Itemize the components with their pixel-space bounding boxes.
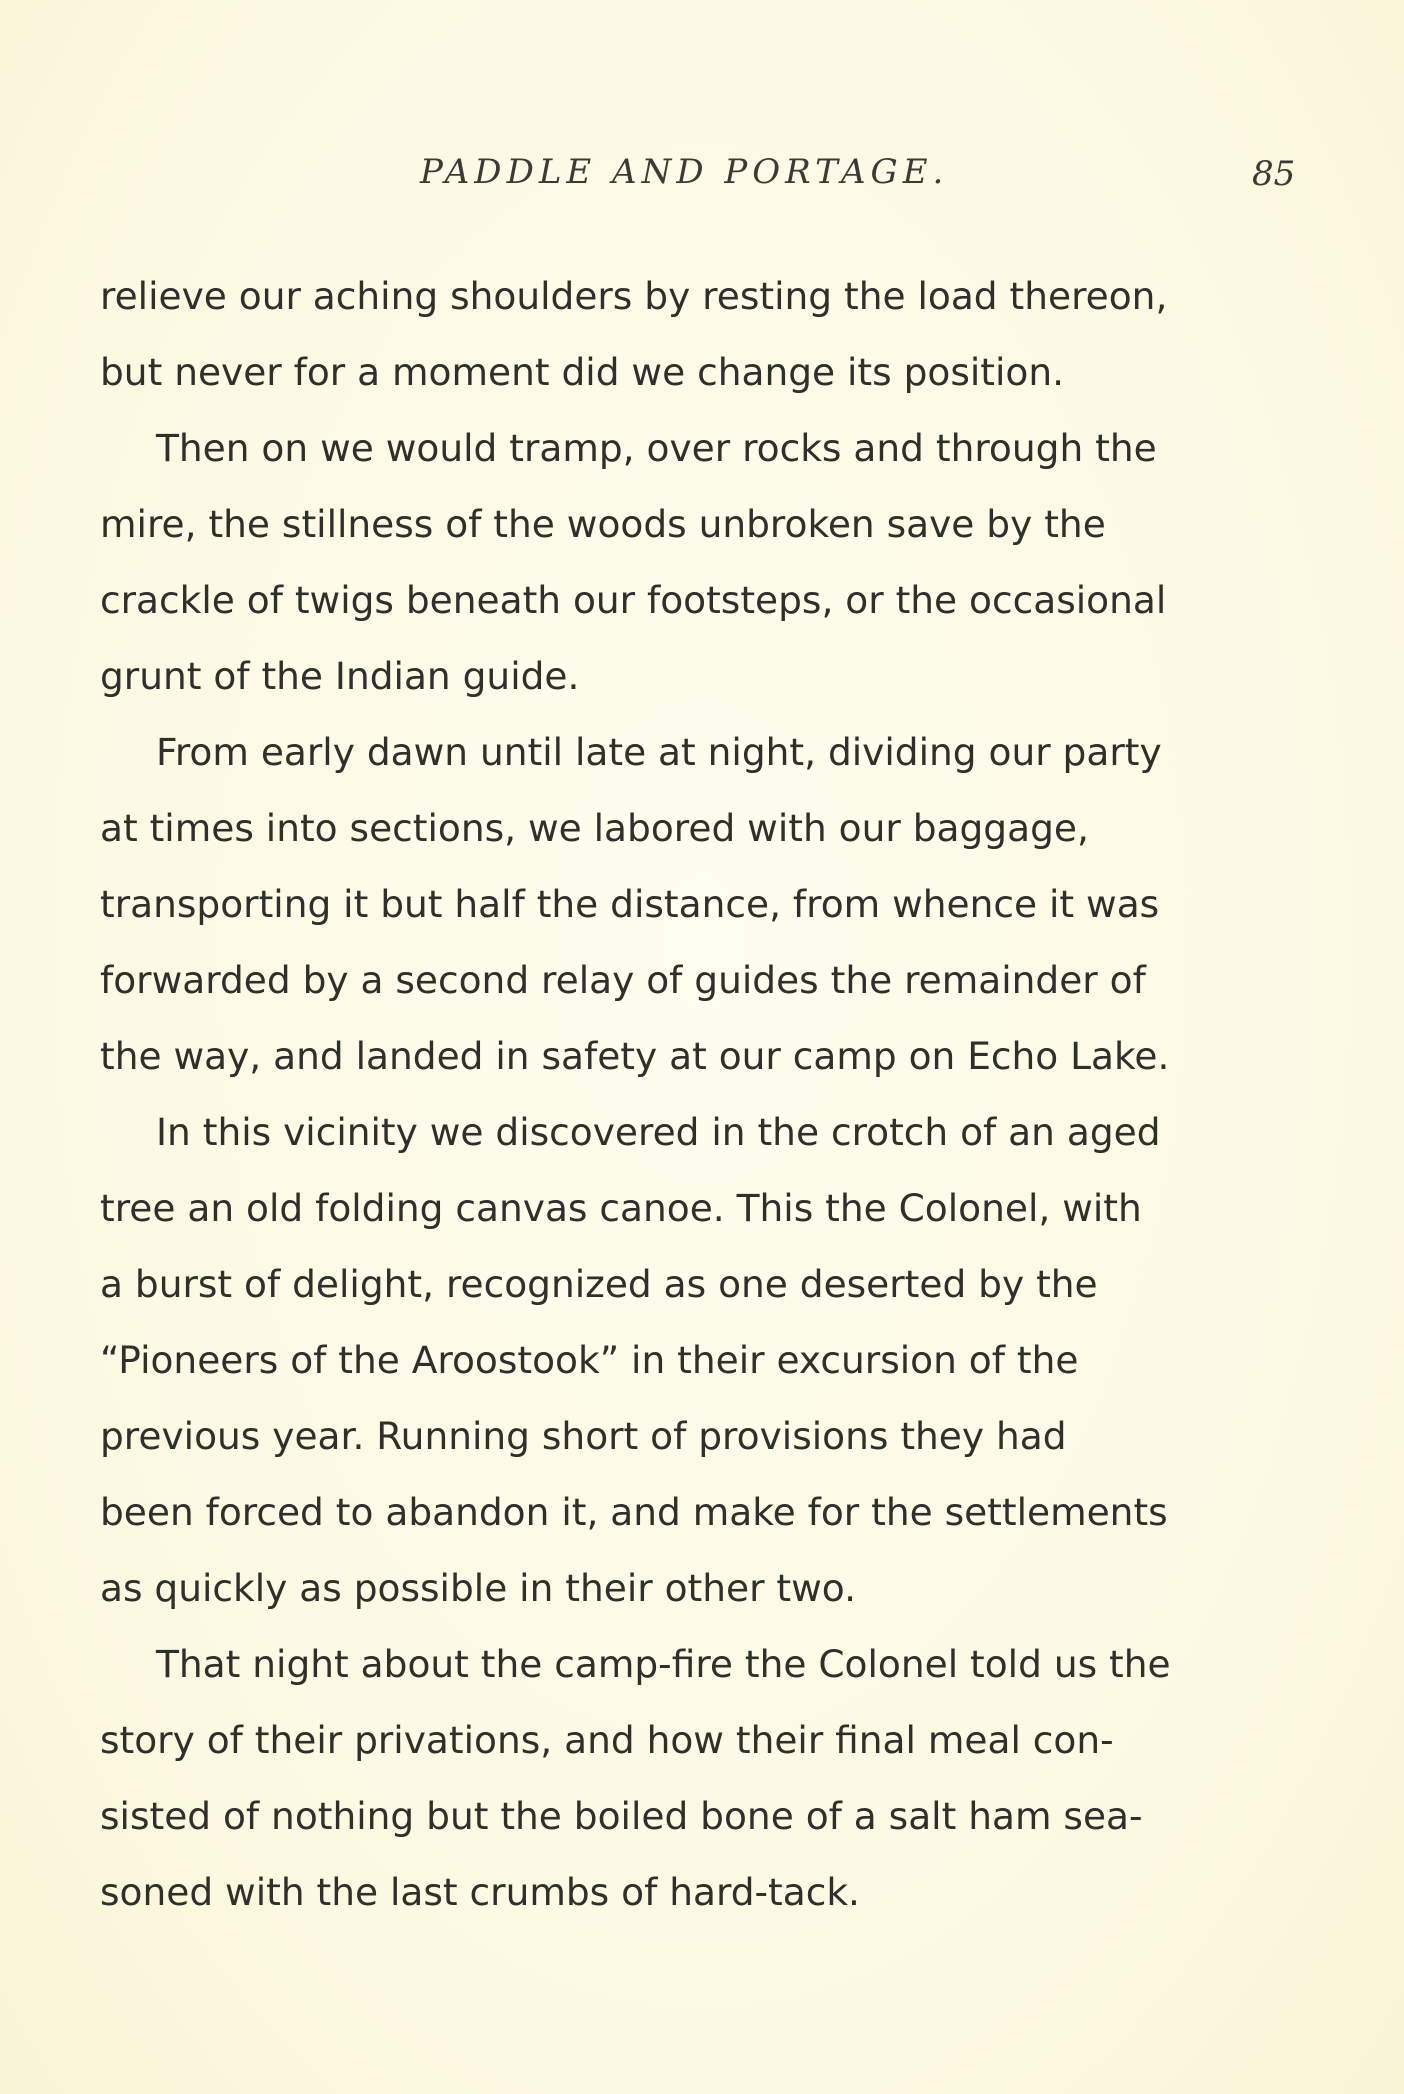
text-line-18: as quickly as possible in their other two. (100, 1566, 856, 1610)
text-line-6: grunt of the Indian guide. (100, 654, 580, 698)
text-line-16: previous year. Running short of provisions they had (100, 1414, 1067, 1458)
text-line-8: at times into sections, we labored with our baggage, (100, 806, 1089, 850)
text-line-12: In this vicinity we discovered in the crotch of an aged (156, 1110, 1161, 1154)
text-line-17: been forced to abandon it, and make for the settlements (100, 1490, 1168, 1534)
text-line-13: tree an old folding canvas canoe. This the Colonel, with (100, 1186, 1142, 1230)
text-line-4: mire, the stillness of the woods unbroken save by the (100, 502, 1106, 546)
text-line-1: relieve our aching shoulders by resting the load thereon, (100, 274, 1168, 318)
text-line-10: forwarded by a second relay of guides the remainder of (100, 958, 1146, 1002)
text-line-19: That night about the camp-fire the Colonel told us the (156, 1642, 1171, 1686)
text-line-3: Then on we would tramp, over rocks and through the (156, 426, 1157, 470)
text-line-11: the way, and landed in safety at our camp on Echo Lake. (100, 1034, 1170, 1078)
body-text (100, 258, 1340, 1930)
text-line-22: soned with the last crumbs of hard-tack. (100, 1870, 860, 1914)
text-line-5: crackle of twigs beneath our footsteps, or the occasional (100, 578, 1167, 622)
text-line-20: story of their privations, and how their final meal con- (100, 1718, 1114, 1762)
text-line-9: transporting it but half the distance, from whence it was (100, 882, 1160, 926)
text-line-14: a burst of delight, recognized as one deserted by the (100, 1262, 1098, 1306)
text-line-21: sisted of nothing but the boiled bone of a salt ham sea- (100, 1794, 1143, 1838)
page-number: 85 (1252, 154, 1296, 194)
running-head (0, 152, 1404, 212)
text-line-2: but never for a moment did we change its position. (100, 350, 1065, 394)
text-line-7: From early dawn until late at night, dividing our party (156, 730, 1162, 774)
text-line-15: “Pioneers of the Aroostook” in their excursion of the (100, 1338, 1079, 1382)
running-title: PADDLE AND PORTAGE. (420, 152, 949, 192)
